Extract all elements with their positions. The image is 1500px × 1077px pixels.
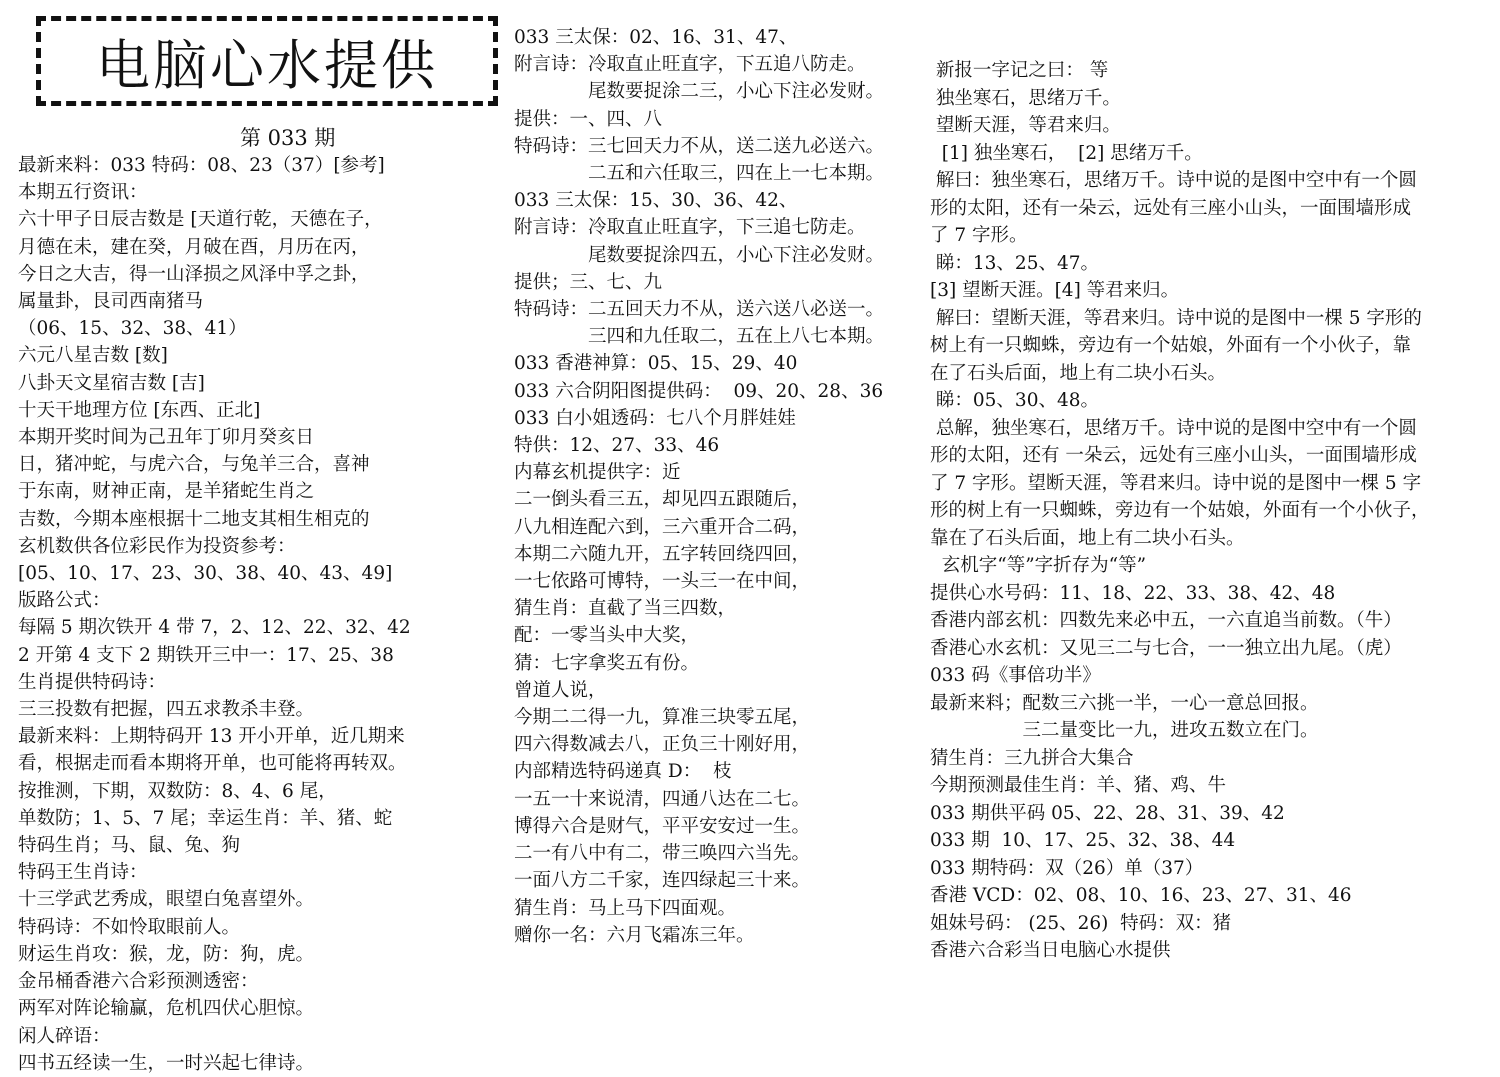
col2-line: 内幕玄机提供字：近 — [514, 462, 681, 484]
col1-line: 日，猪冲蛇，与虎六合，与兔羊三合，喜神 — [18, 454, 370, 476]
col2-line: 一五一十来说清，四通八达在二七。 — [514, 788, 811, 810]
col1-line: 十天干地理方位 [东西、正北] — [18, 399, 261, 421]
col3-line: 香港内部玄机：四数先来必中五，一六直追当前数。（牛） — [930, 610, 1402, 631]
col1-line: 单数防；1、5、7 尾；幸运生肖：羊、猪、蛇 — [18, 807, 393, 829]
col1-line: 按推测，下期，双数防：8、4、6 尾， — [18, 780, 337, 802]
col3-line: 三二量变比一九，进攻五数立在门。 — [930, 720, 1319, 741]
col1-line: 看，根据走而看本期将开单，也可能将再转双。 — [18, 753, 407, 775]
col1-line: 本期五行资讯： — [18, 182, 148, 204]
col1-line: 八卦天文星宿吉数 [吉] — [18, 372, 205, 394]
col3-line: 新报一字记之曰： 等 — [930, 60, 1109, 81]
col2-line: 八九相连配六到，三六重开合二码， — [514, 516, 811, 538]
col3-line: 033 码《事倍功半》 — [930, 665, 1101, 686]
col1-line: 六元八星吉数 [数] — [18, 345, 168, 367]
col1-line: 今日之大吉，得一山泽损之风泽中孚之卦， — [18, 263, 370, 285]
col2-line: 提供；三、七、九 — [514, 271, 663, 293]
column-left — [18, 152, 411, 1077]
col2-line: 033 香港神算：05、15、29、40 — [514, 353, 798, 375]
col2-line: 博得六合是财气，平平安安过一生。 — [514, 815, 811, 837]
col1-line: 四书五经读一生，一时兴起七律诗。 — [18, 1052, 315, 1074]
col3-line: 睇：13、25、47。 — [930, 252, 1100, 274]
col3-line: 今期预测最佳生肖：羊、猪、鸡、牛 — [930, 775, 1227, 796]
col3-line: 树上有一只蜘蛛，旁边有一个姑娘，外面有一个小伙子，靠 — [930, 335, 1412, 356]
col3-line: 猜生肖：三九拼合大集合 — [930, 747, 1134, 769]
col3-line: 解曰：独坐寒石，思绪万千。诗中说的是图中空中有一个圆 — [930, 170, 1417, 191]
col1-line: 2 开第 4 支下 2 期铁开三中一：17、25、38 — [18, 644, 394, 666]
col3-line: 独坐寒石，思绪万千。 — [930, 87, 1121, 109]
col1-line: 六十甲子日辰吉数是 [天道行乾，天德在子， — [18, 209, 383, 231]
col2-line: 猜生肖：直截了当三四数， — [514, 598, 737, 620]
col2-line: 一面八方二千家，连四绿起三十来。 — [514, 870, 811, 892]
col2-line: 尾数要捉涂二三，小心下注必发财。 — [514, 81, 885, 103]
col2-line: 附言诗：冷取直止旺直字，下五追八防走。 — [514, 54, 866, 76]
title-box — [36, 16, 498, 106]
col1-line: 本期开奖时间为己丑年丁卯月癸亥日 — [18, 427, 315, 449]
col3-line: 玄机字“等”字折存为“等” — [930, 555, 1147, 576]
col1-line: 吉数，今期本座根据十二地支其相生相克的 — [18, 508, 370, 530]
col1-line: 生肖提供特码诗： — [18, 671, 167, 693]
col3-line: 形的太阳，还有一朵云，远处有三座小山头，一面围墙形成 — [930, 197, 1412, 219]
col3-line: 提供心水号码：11、18、22、33、38、42、48 — [930, 582, 1336, 604]
col2-line: 四六得数减去八，正负三十刚好用， — [514, 734, 811, 756]
col3-line: 了 7 字形。望断天涯，等君来归。诗中说的是图中一棵 5 字 — [930, 472, 1422, 494]
col2-line: 提供：一、四、八 — [514, 108, 663, 130]
col2-line: 尾数要捉涂四五，小心下注必发财。 — [514, 244, 885, 266]
col1-line: 最新来料：上期特码开 13 开小开单，近几期来 — [18, 726, 405, 748]
col3-line: 最新来料；配数三六挑一半，一心一意总回报。 — [930, 692, 1319, 714]
col3-line: 形的太阳，还有 一朵云，远处有三座小山头，一面围墙形成 — [930, 445, 1417, 466]
col2-line: 二五和六任取三，四在上一七本期。 — [514, 163, 885, 185]
col2-line: 今期二二得一九，算准三块零五尾， — [514, 707, 811, 729]
col3-line: 靠在了石头后面，地上有二块小石头。 — [930, 527, 1245, 549]
col1-line: 闲人碎语： — [18, 1025, 111, 1047]
col3-line: 香港心水玄机：又见三二与七合，一一独立出九尾。（虎） — [930, 637, 1402, 659]
col1-line: 版路公式： — [18, 590, 111, 612]
column-right — [930, 57, 1430, 965]
page-title: 电脑心水提供 — [96, 33, 438, 97]
col2-line: 二一倒头看三五，却见四五跟随后， — [514, 489, 811, 511]
col3-line: 解曰：望断天涯，等君来归。诗中说的是图中一棵 5 字形的 — [930, 307, 1422, 329]
col2-line: 曾道人说， — [514, 679, 607, 701]
col3-line: 姐妹号码： (25、26) 特码：双：猪 — [930, 912, 1232, 934]
col2-line: 内部精选特码递真 D： 枝 — [514, 761, 732, 783]
col1-line: 两军对阵论输赢，危机四伏心胆惊。 — [18, 998, 315, 1020]
issue-number: 第 033 期 — [240, 126, 336, 150]
col1-line: 特码王生肖诗： — [18, 862, 148, 884]
col3-line: 033 期供平码 05、22、28、31、39、42 — [930, 802, 1285, 824]
col3-line: 了 7 字形。 — [930, 225, 1028, 246]
col3-line: 总解，独坐寒石，思绪万千。诗中说的是图中空中有一个圆 — [930, 417, 1417, 439]
col2-line: 033 三太保：15、30、36、42、 — [514, 190, 798, 212]
col3-line: 睇：05、30、48。 — [930, 390, 1100, 411]
col3-line: 在了石头后面，地上有二块小石头。 — [930, 362, 1227, 384]
col1-line: [05、10、17、23、30、38、40、43、49] — [18, 563, 393, 585]
col2-line: 033 白小姐透码：七八个月胖娃娃 — [514, 407, 796, 429]
col3-line: 033 期 10、17、25、32、38、44 — [930, 830, 1236, 851]
col3-line: 香港 VCD：02、08、10、16、23、27、31、46 — [930, 885, 1352, 906]
col2-line: 033 六合阴阳图提供码： 09、20、28、36 — [514, 380, 884, 402]
col3-line: 香港六合彩当日电脑心水提供 — [930, 940, 1171, 961]
col2-line: 033 三太保：02、16、31、47、 — [514, 27, 798, 48]
col2-line: 赠你一名：六月飞霜冻三年。 — [514, 924, 755, 946]
col1-line: 三三投数有把握，四五求教杀丰登。 — [18, 699, 315, 721]
col3-line: 形的树上有一只蜘蛛，旁边有一个姑娘，外面有一个小伙子， — [930, 500, 1430, 521]
col2-line: 附言诗：冷取直止旺直字，下三追七防走。 — [514, 217, 866, 239]
col1-line: 属量卦，艮司西南猪马 — [18, 291, 204, 313]
col2-line: 猜：七字拿奖五有份。 — [514, 652, 700, 674]
col1-line: 月德在未，建在癸，月破在酉，月历在丙， — [18, 236, 370, 258]
col2-line: 一七依路可博特，一头三一在中间， — [514, 571, 811, 593]
col1-line: 特码诗：不如怜取眼前人。 — [18, 916, 241, 938]
col2-line: 特供：12、27、33、46 — [514, 435, 720, 457]
col1-line: 十三学武艺秀成，眼望白兔喜望外。 — [18, 889, 315, 911]
col1-line: 特码生肖；马、鼠、兔、狗 — [18, 835, 241, 857]
col3-line: [3] 望断天涯。[4] 等君来归。 — [930, 280, 1180, 301]
col1-line: 于东南，财神正南，是羊猪蛇生肖之 — [18, 481, 315, 503]
col3-line: 望断天涯，等君来归。 — [930, 115, 1121, 136]
col2-line: 猜生肖：马上马下四面观。 — [514, 897, 737, 919]
col2-line: 三四和九任取二，五在上八七本期。 — [514, 326, 885, 348]
col2-line: 二一有八中有二，带三唤四六当先。 — [514, 843, 811, 865]
col3-line: 033 期特码：双（26）单（37） — [930, 857, 1204, 879]
col1-line: 玄机数供各位彩民作为投资参考： — [18, 535, 296, 557]
col2-line: 本期二六随九开，五字转回绕四回， — [514, 543, 811, 565]
col2-line: 配：一零当头中大奖， — [514, 625, 700, 647]
col3-line: [1] 独坐寒石， [2] 思绪万千。 — [930, 142, 1203, 164]
col1-line: 金吊桶香港六合彩预测透密： — [18, 971, 259, 993]
col1-line: 每隔 5 期次铁开 4 带 7，2、12、22、32、42 — [18, 617, 411, 639]
col2-line: 特码诗：三七回天力不从，送二送九必送六。 — [514, 135, 885, 157]
column-middle — [514, 24, 884, 949]
col2-line: 特码诗：二五回天力不从，送六送八必送一。 — [514, 299, 885, 321]
col1-line: 最新来料：033 特码：08、23（37）[参考] — [18, 155, 385, 176]
col1-line: （06、15、32、38、41） — [18, 318, 247, 340]
col1-line: 财运生肖攻：猴，龙，防：狗，虎。 — [18, 943, 315, 965]
